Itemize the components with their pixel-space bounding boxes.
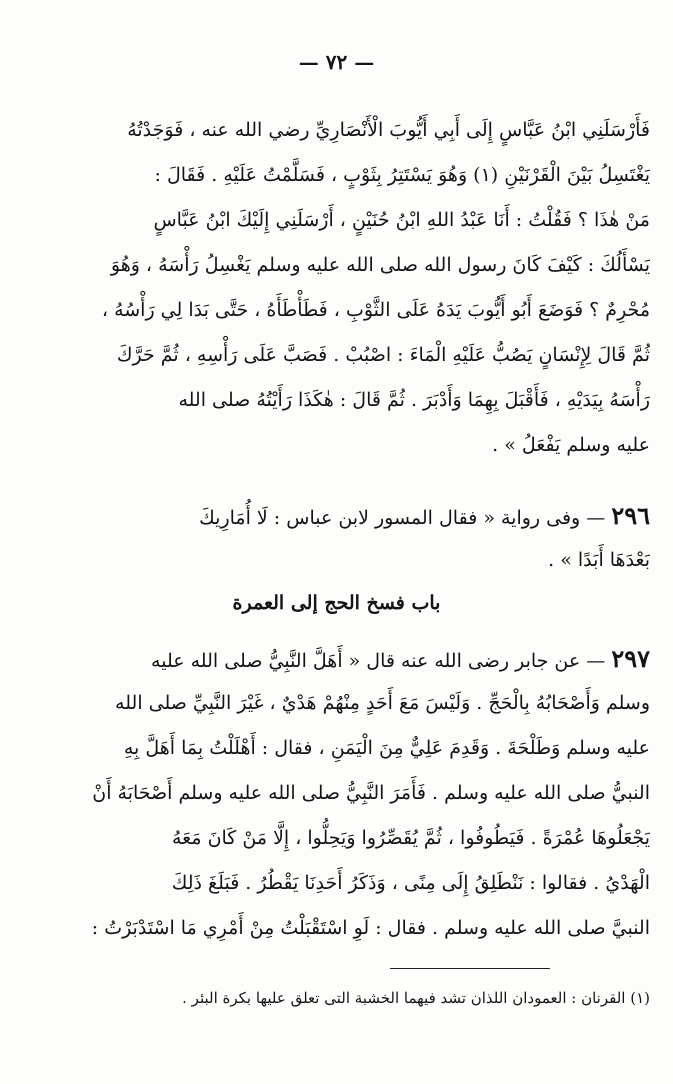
text-line: ثُمَّ قَالَ لِإِنْسَانٍ يَصُبُّ عَلَيْهِ الْمَاءَ : اصْبُبْ . فَصَبَّ عَلَى رَأْسِهِ ، ثُمَّ حَرَّكَ — [116, 344, 650, 366]
paragraph-2 — [18, 493, 650, 583]
text-line: مَنْ هٰذَا ؟ فَقُلْتُ : أَنَا عَبْدُ اللهِ ابْنُ حُنَيْنٍ ، أَرْسَلَنِي إِلَيْكَ ابْنُ عَبَّاسٍ — [153, 209, 650, 231]
text-line: النبيَّ صلى الله عليه وسلم . فقال : لَوِ اسْتَقْبَلْتُ مِنْ أَمْرِي مَا اسْتَدْبَرْتُ : — [91, 917, 650, 939]
text-line: يَجْعَلُوهَا عُمْرَةً . فَيَطُوفُوا ، ثُمَّ يُقَصِّرُوا وَيَحِلُّوا ، إِلَّا مَنْ كَانَ مَعَهُ — [172, 827, 650, 849]
text-segment: — عن جابر رضى الله عنه قال « أَهَلَّ النَّبِيُّ صلى الله عليه — [151, 650, 606, 672]
page-number: — ٧٢ — — [298, 50, 375, 74]
text-line: الْهَدْيُ . فقالوا : نَنْطَلِقُ إِلَى مِنًى ، وَذَكَرُ أَحَدِنَا يَقْطُرُ . فَبَلَغَ ذَلِكَ — [171, 872, 650, 894]
text-line: يَسْأَلُكَ : كَيْفَ كَانَ رسول الله صلى الله عليه وسلم يَغْسِلُ رَأْسَهُ ، وَهُوَ — [110, 254, 650, 276]
text-line: رَأْسَهُ بِيَدَيْهِ ، فَأَقْبَلَ بِهِمَا وَأَدْبَرَ . ثُمَّ قَالَ : هٰكَذَا رَأَيْتُهُ صلى الله — [178, 389, 650, 411]
text-line: عليه وسلم وَطَلْحَةَ . وَقَدِمَ عَلِيٌّ مِنَ الْيَمَنِ ، فقال : أَهْلَلْتُ بِمَا أَهَلَّ بِهِ — [123, 737, 650, 759]
chapter-heading: باب فسخ الحج إلى العمرة — [232, 592, 441, 614]
text-line: فَأَرْسَلَنِي ابْنُ عَبَّاسٍ إِلَى أَبِي أَيُّوبَ الْأَنْصَارِيِّ رضي الله عنه ، فَوَجَدْتُهُ — [127, 119, 650, 141]
text-segment: — وفى رواية « فقال المسور لابن عباس : لَا أُمَارِيكَ — [199, 507, 606, 529]
text-line — [18, 493, 650, 538]
paragraph-1 — [18, 108, 650, 468]
hadith-number: ٢٩٦ — [611, 501, 650, 530]
footnote: (١) القرنان : العمودان اللذان تشد فيهما الخشبة التى تعلق عليها بكرة البئر . — [182, 989, 650, 1007]
paragraph-3 — [18, 636, 650, 951]
text-line: وسلم وَأَصْحَابُهُ بِالْحَجِّ . وَلَيْسَ مَعَ أَحَدٍ مِنْهُمْ هَدْيٌ ، غَيْرَ النَّبِيِّ صلى الله — [115, 692, 650, 714]
text-line: النبيُّ صلى الله عليه وسلم . فَأَمَرَ النَّبِيُّ صلى الله عليه وسلم أَصْحَابَهُ أَنْ — [92, 782, 650, 804]
footnote-divider — [390, 968, 550, 969]
text-line: عليه وسلم يَفْعَلُ » . — [492, 434, 650, 456]
hadith-number: ٢٩٧ — [611, 644, 650, 673]
text-line: بَعْدَهَا أَبَدًا » . — [548, 549, 650, 571]
text-line: مُحْرِمٌ ؟ فَوَضَعَ أَبُو أَيُّوبَ يَدَهُ عَلَى الثَّوْبِ ، فَطَأْطَأَهُ ، حَتَّى بَدَا لِي رَأْسُهُ ، — [101, 299, 650, 321]
text-line: يَغْتَسِلُ بَيْنَ الْقَرْنَيْنِ (١) وَهُوَ يَسْتَتِرُ بِثَوْبٍ ، فَسَلَّمْتُ عَلَيْهِ . فَقَالَ : — [154, 164, 650, 186]
text-line — [18, 636, 650, 681]
